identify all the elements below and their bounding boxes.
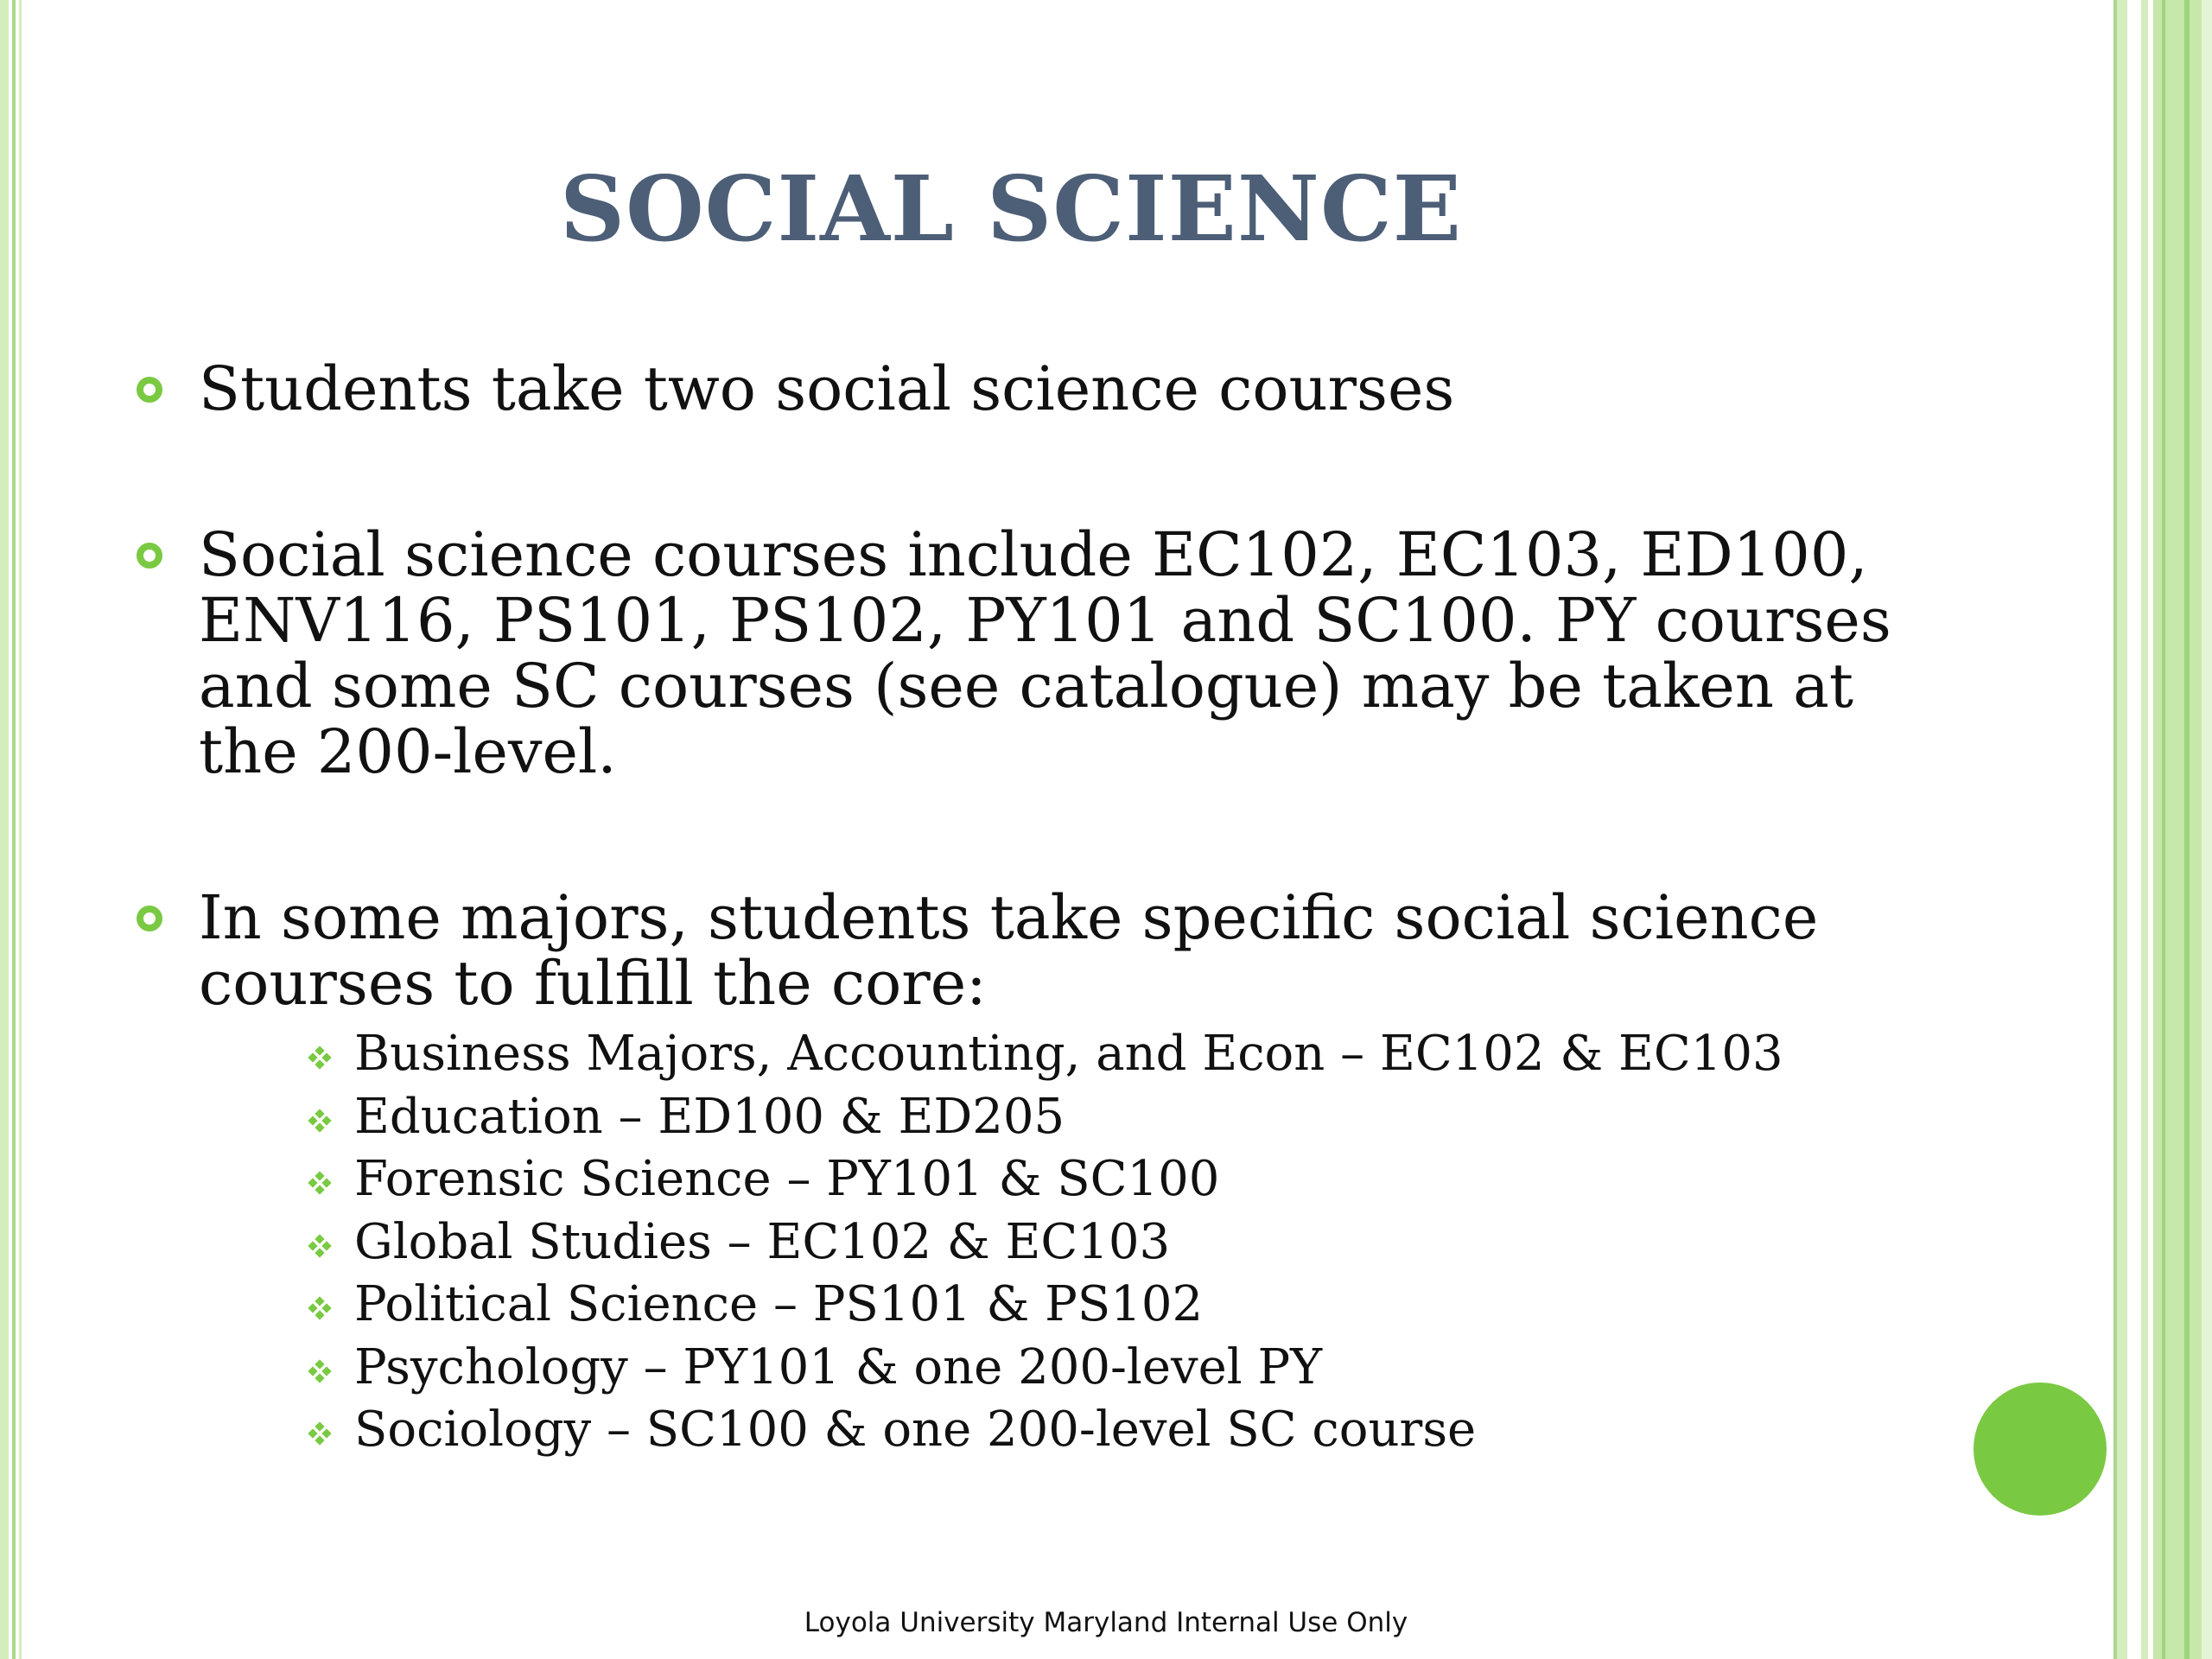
diamond-bullet-icon <box>309 1423 330 1444</box>
bullet-circle-icon <box>137 906 162 931</box>
list-item <box>354 1148 1783 1211</box>
footer-text: Loyola University Maryland Internal Use Only <box>804 1607 1408 1638</box>
diamond-bullet-icon <box>309 1298 330 1319</box>
bullet-text: In some majors, students take specific social science courses to fulfill the core: <box>199 882 1819 1019</box>
decorative-green-circle <box>1974 1382 2107 1516</box>
major-requirements-list <box>354 1023 1783 1462</box>
right-border-band <box>2117 0 2127 1659</box>
diamond-bullet-icon <box>309 1236 330 1256</box>
list-item-text: Education – ED100 & ED205 <box>354 1088 1065 1145</box>
list-item-text: Political Science – PS101 & PS102 <box>354 1276 1204 1332</box>
bullet-circle-icon <box>137 543 162 569</box>
list-item-text: Global Studies – EC102 & EC103 <box>354 1213 1171 1270</box>
right-border-stripe-dark-2 <box>2184 0 2190 1659</box>
list-item <box>354 1337 1783 1400</box>
list-item-text: Psychology – PY101 & one 200-level PY <box>354 1338 1323 1395</box>
list-item <box>354 1211 1783 1274</box>
bullet-text: Students take two social science courses <box>199 353 1455 424</box>
right-border-stripe <box>2141 0 2148 1659</box>
list-item <box>354 1023 1783 1086</box>
right-border-gap <box>2127 0 2153 1659</box>
diamond-bullet-icon <box>309 1173 330 1193</box>
diamond-bullet-icon <box>309 1110 330 1131</box>
bullet-circle-icon <box>137 377 162 403</box>
bullet-text: Social science courses include EC102, EC103, ED100, ENV116, PS101, PS102, PY101 and SC100. PY courses and some SC courses (see catalogue) may be taken at the 200-level. <box>199 519 1891 787</box>
list-item <box>354 1399 1783 1462</box>
right-border-stripe-dark <box>2162 0 2165 1659</box>
diamond-bullet-icon <box>309 1361 330 1382</box>
list-item-text: Business Majors, Accounting, and Econ – EC102 & EC103 <box>354 1026 1783 1082</box>
list-item-text: Forensic Science – PY101 & SC100 <box>354 1151 1220 1207</box>
diamond-bullet-icon <box>309 1047 330 1068</box>
list-item-text: Sociology – SC100 & one 200-level SC course <box>354 1402 1477 1458</box>
slide-title: SOCIAL SCIENCE <box>559 156 1463 262</box>
right-border-edge <box>2202 0 2212 1659</box>
list-item <box>354 1086 1783 1149</box>
list-item <box>354 1274 1783 1337</box>
